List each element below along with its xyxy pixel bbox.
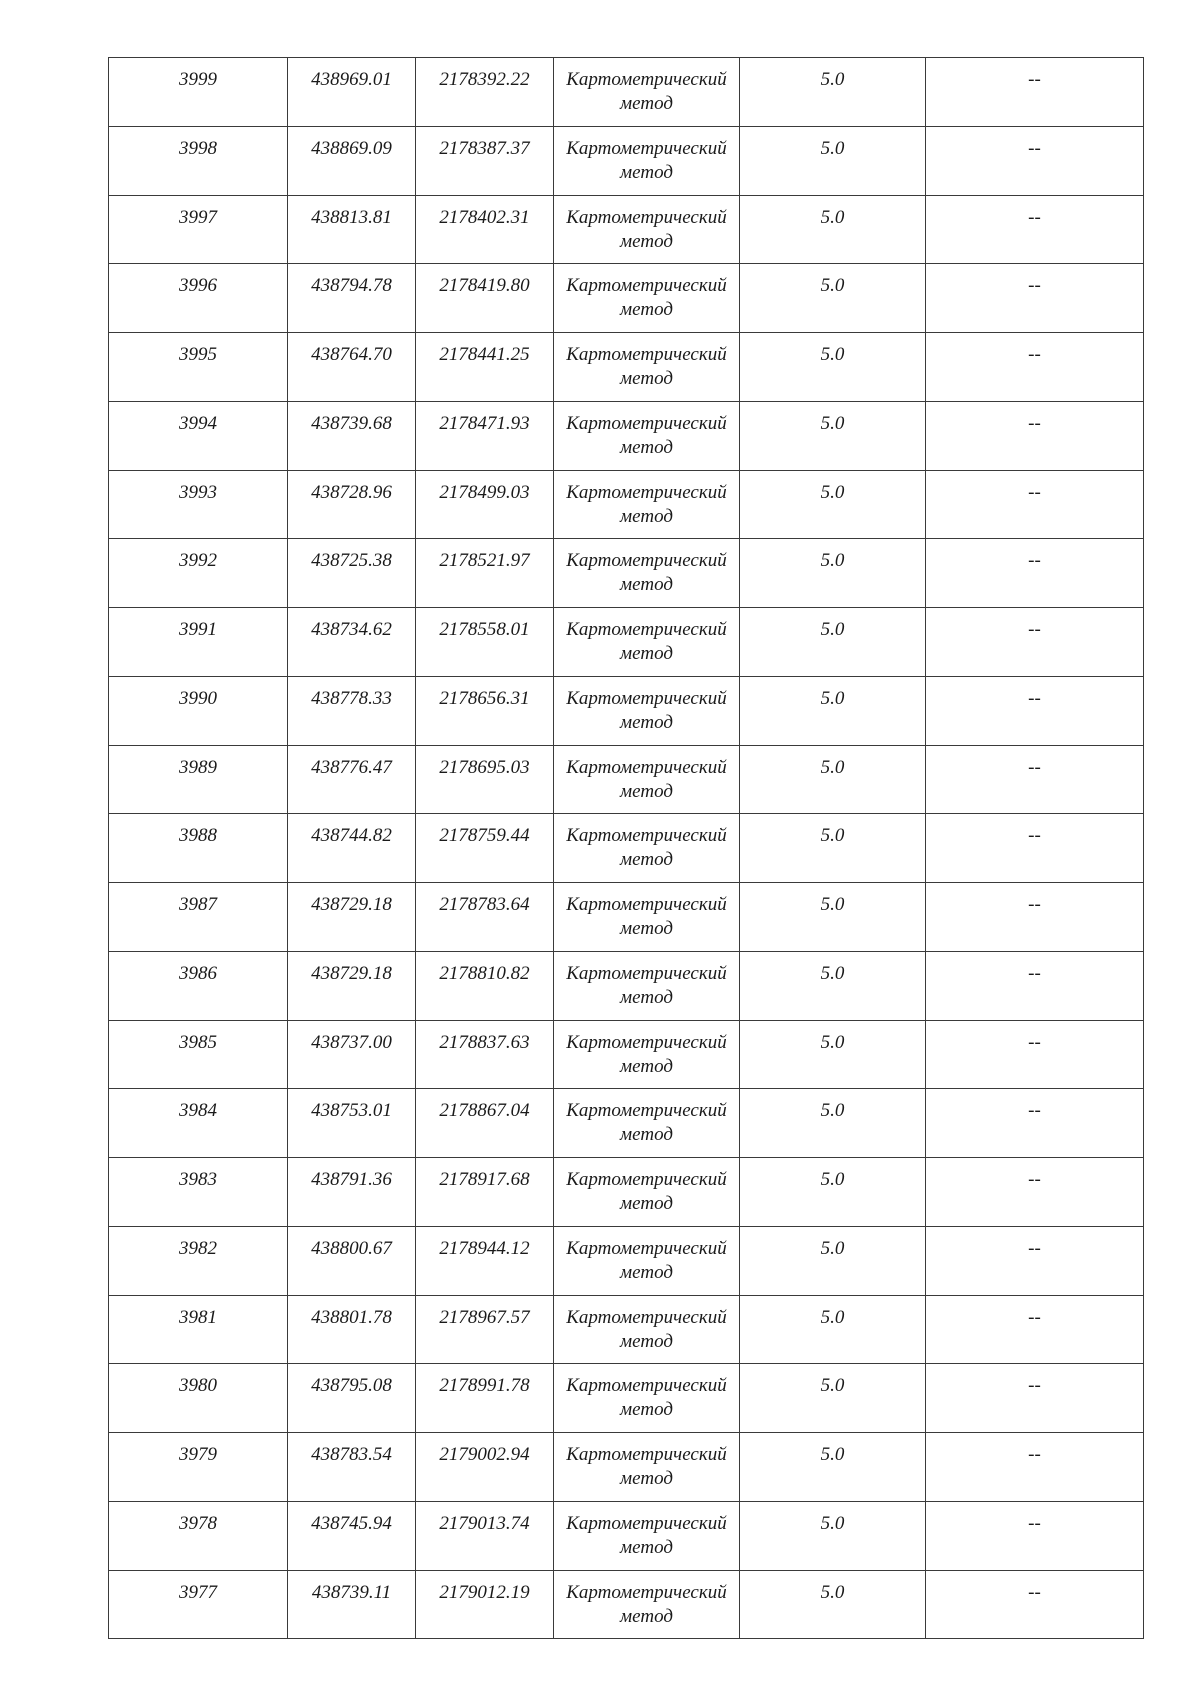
x-coordinate-cell: 438813.81 [288, 195, 416, 264]
accuracy-cell: 5.0 [740, 745, 926, 814]
accuracy-cell: 5.0 [740, 1433, 926, 1502]
note-cell: -- [926, 58, 1144, 127]
table-row [109, 1158, 1144, 1227]
x-coordinate-cell: 438869.09 [288, 126, 416, 195]
table-row [109, 1295, 1144, 1364]
accuracy-cell: 5.0 [740, 951, 926, 1020]
y-coordinate-cell: 2178917.68 [416, 1158, 554, 1227]
y-coordinate-cell: 2178558.01 [416, 608, 554, 677]
accuracy-cell: 5.0 [740, 1364, 926, 1433]
method-cell: Картометрический метод [554, 1020, 740, 1089]
x-coordinate-cell: 438800.67 [288, 1226, 416, 1295]
note-cell: -- [926, 195, 1144, 264]
accuracy-cell: 5.0 [740, 195, 926, 264]
table-row [109, 1570, 1144, 1639]
accuracy-cell: 5.0 [740, 608, 926, 677]
accuracy-cell: 5.0 [740, 883, 926, 952]
method-cell: Картометрический метод [554, 1433, 740, 1502]
table-row [109, 608, 1144, 677]
note-cell: -- [926, 608, 1144, 677]
note-cell: -- [926, 951, 1144, 1020]
x-coordinate-cell: 438729.18 [288, 883, 416, 952]
coordinates-table [108, 57, 1144, 1639]
document-page [108, 57, 1143, 1639]
accuracy-cell: 5.0 [740, 126, 926, 195]
method-cell: Картометрический метод [554, 1501, 740, 1570]
table-row [109, 401, 1144, 470]
table-row [109, 470, 1144, 539]
accuracy-cell: 5.0 [740, 1020, 926, 1089]
x-coordinate-cell: 438744.82 [288, 814, 416, 883]
method-cell: Картометрический метод [554, 1226, 740, 1295]
point-number-cell: 3999 [109, 58, 288, 127]
note-cell: -- [926, 676, 1144, 745]
method-cell: Картометрический метод [554, 539, 740, 608]
accuracy-cell: 5.0 [740, 1501, 926, 1570]
y-coordinate-cell: 2178402.31 [416, 195, 554, 264]
y-coordinate-cell: 2178471.93 [416, 401, 554, 470]
method-cell: Картометрический метод [554, 883, 740, 952]
accuracy-cell: 5.0 [740, 1570, 926, 1639]
method-cell: Картометрический метод [554, 1158, 740, 1227]
table-row [109, 195, 1144, 264]
accuracy-cell: 5.0 [740, 264, 926, 333]
accuracy-cell: 5.0 [740, 401, 926, 470]
y-coordinate-cell: 2178991.78 [416, 1364, 554, 1433]
note-cell: -- [926, 333, 1144, 402]
note-cell: -- [926, 1364, 1144, 1433]
x-coordinate-cell: 438725.38 [288, 539, 416, 608]
method-cell: Картометрический метод [554, 745, 740, 814]
coordinates-table-body [109, 58, 1144, 1639]
point-number-cell: 3990 [109, 676, 288, 745]
note-cell: -- [926, 883, 1144, 952]
table-row [109, 126, 1144, 195]
table-row [109, 1433, 1144, 1502]
x-coordinate-cell: 438969.01 [288, 58, 416, 127]
method-cell: Картометрический метод [554, 676, 740, 745]
y-coordinate-cell: 2178387.37 [416, 126, 554, 195]
y-coordinate-cell: 2178656.31 [416, 676, 554, 745]
y-coordinate-cell: 2178783.64 [416, 883, 554, 952]
method-cell: Картометрический метод [554, 1295, 740, 1364]
y-coordinate-cell: 2178695.03 [416, 745, 554, 814]
x-coordinate-cell: 438737.00 [288, 1020, 416, 1089]
accuracy-cell: 5.0 [740, 814, 926, 883]
y-coordinate-cell: 2178419.80 [416, 264, 554, 333]
point-number-cell: 3986 [109, 951, 288, 1020]
x-coordinate-cell: 438776.47 [288, 745, 416, 814]
accuracy-cell: 5.0 [740, 1295, 926, 1364]
table-row [109, 539, 1144, 608]
y-coordinate-cell: 2179012.19 [416, 1570, 554, 1639]
point-number-cell: 3996 [109, 264, 288, 333]
method-cell: Картометрический метод [554, 264, 740, 333]
note-cell: -- [926, 1570, 1144, 1639]
note-cell: -- [926, 1020, 1144, 1089]
note-cell: -- [926, 401, 1144, 470]
table-row [109, 676, 1144, 745]
method-cell: Картометрический метод [554, 58, 740, 127]
x-coordinate-cell: 438795.08 [288, 1364, 416, 1433]
point-number-cell: 3981 [109, 1295, 288, 1364]
accuracy-cell: 5.0 [740, 676, 926, 745]
y-coordinate-cell: 2178521.97 [416, 539, 554, 608]
method-cell: Картометрический метод [554, 195, 740, 264]
note-cell: -- [926, 470, 1144, 539]
y-coordinate-cell: 2178810.82 [416, 951, 554, 1020]
point-number-cell: 3991 [109, 608, 288, 677]
table-row [109, 951, 1144, 1020]
accuracy-cell: 5.0 [740, 539, 926, 608]
point-number-cell: 3998 [109, 126, 288, 195]
point-number-cell: 3982 [109, 1226, 288, 1295]
x-coordinate-cell: 438778.33 [288, 676, 416, 745]
method-cell: Картометрический метод [554, 814, 740, 883]
table-row [109, 1089, 1144, 1158]
x-coordinate-cell: 438739.68 [288, 401, 416, 470]
accuracy-cell: 5.0 [740, 1226, 926, 1295]
y-coordinate-cell: 2178499.03 [416, 470, 554, 539]
note-cell: -- [926, 264, 1144, 333]
note-cell: -- [926, 1433, 1144, 1502]
x-coordinate-cell: 438794.78 [288, 264, 416, 333]
note-cell: -- [926, 1226, 1144, 1295]
note-cell: -- [926, 1295, 1144, 1364]
accuracy-cell: 5.0 [740, 1089, 926, 1158]
y-coordinate-cell: 2179013.74 [416, 1501, 554, 1570]
y-coordinate-cell: 2178759.44 [416, 814, 554, 883]
table-row [109, 1501, 1144, 1570]
x-coordinate-cell: 438739.11 [288, 1570, 416, 1639]
point-number-cell: 3983 [109, 1158, 288, 1227]
y-coordinate-cell: 2178392.22 [416, 58, 554, 127]
x-coordinate-cell: 438753.01 [288, 1089, 416, 1158]
point-number-cell: 3985 [109, 1020, 288, 1089]
point-number-cell: 3979 [109, 1433, 288, 1502]
note-cell: -- [926, 1158, 1144, 1227]
method-cell: Картометрический метод [554, 951, 740, 1020]
note-cell: -- [926, 1089, 1144, 1158]
x-coordinate-cell: 438791.36 [288, 1158, 416, 1227]
accuracy-cell: 5.0 [740, 58, 926, 127]
method-cell: Картометрический метод [554, 470, 740, 539]
x-coordinate-cell: 438783.54 [288, 1433, 416, 1502]
point-number-cell: 3993 [109, 470, 288, 539]
x-coordinate-cell: 438764.70 [288, 333, 416, 402]
point-number-cell: 3988 [109, 814, 288, 883]
table-row [109, 745, 1144, 814]
x-coordinate-cell: 438745.94 [288, 1501, 416, 1570]
point-number-cell: 3984 [109, 1089, 288, 1158]
note-cell: -- [926, 1501, 1144, 1570]
method-cell: Картометрический метод [554, 126, 740, 195]
accuracy-cell: 5.0 [740, 333, 926, 402]
accuracy-cell: 5.0 [740, 470, 926, 539]
y-coordinate-cell: 2178967.57 [416, 1295, 554, 1364]
point-number-cell: 3978 [109, 1501, 288, 1570]
table-row [109, 1364, 1144, 1433]
point-number-cell: 3997 [109, 195, 288, 264]
table-row [109, 264, 1144, 333]
table-row [109, 1020, 1144, 1089]
point-number-cell: 3994 [109, 401, 288, 470]
table-row [109, 883, 1144, 952]
method-cell: Картометрический метод [554, 1364, 740, 1433]
method-cell: Картометрический метод [554, 1089, 740, 1158]
x-coordinate-cell: 438734.62 [288, 608, 416, 677]
table-row [109, 333, 1144, 402]
y-coordinate-cell: 2178837.63 [416, 1020, 554, 1089]
method-cell: Картометрический метод [554, 1570, 740, 1639]
point-number-cell: 3977 [109, 1570, 288, 1639]
y-coordinate-cell: 2179002.94 [416, 1433, 554, 1502]
accuracy-cell: 5.0 [740, 1158, 926, 1227]
point-number-cell: 3987 [109, 883, 288, 952]
table-row [109, 814, 1144, 883]
note-cell: -- [926, 126, 1144, 195]
method-cell: Картометрический метод [554, 608, 740, 677]
note-cell: -- [926, 814, 1144, 883]
method-cell: Картометрический метод [554, 333, 740, 402]
y-coordinate-cell: 2178944.12 [416, 1226, 554, 1295]
table-row [109, 1226, 1144, 1295]
point-number-cell: 3992 [109, 539, 288, 608]
y-coordinate-cell: 2178867.04 [416, 1089, 554, 1158]
note-cell: -- [926, 745, 1144, 814]
point-number-cell: 3980 [109, 1364, 288, 1433]
y-coordinate-cell: 2178441.25 [416, 333, 554, 402]
x-coordinate-cell: 438801.78 [288, 1295, 416, 1364]
table-row [109, 58, 1144, 127]
x-coordinate-cell: 438728.96 [288, 470, 416, 539]
point-number-cell: 3989 [109, 745, 288, 814]
method-cell: Картометрический метод [554, 401, 740, 470]
x-coordinate-cell: 438729.18 [288, 951, 416, 1020]
note-cell: -- [926, 539, 1144, 608]
point-number-cell: 3995 [109, 333, 288, 402]
